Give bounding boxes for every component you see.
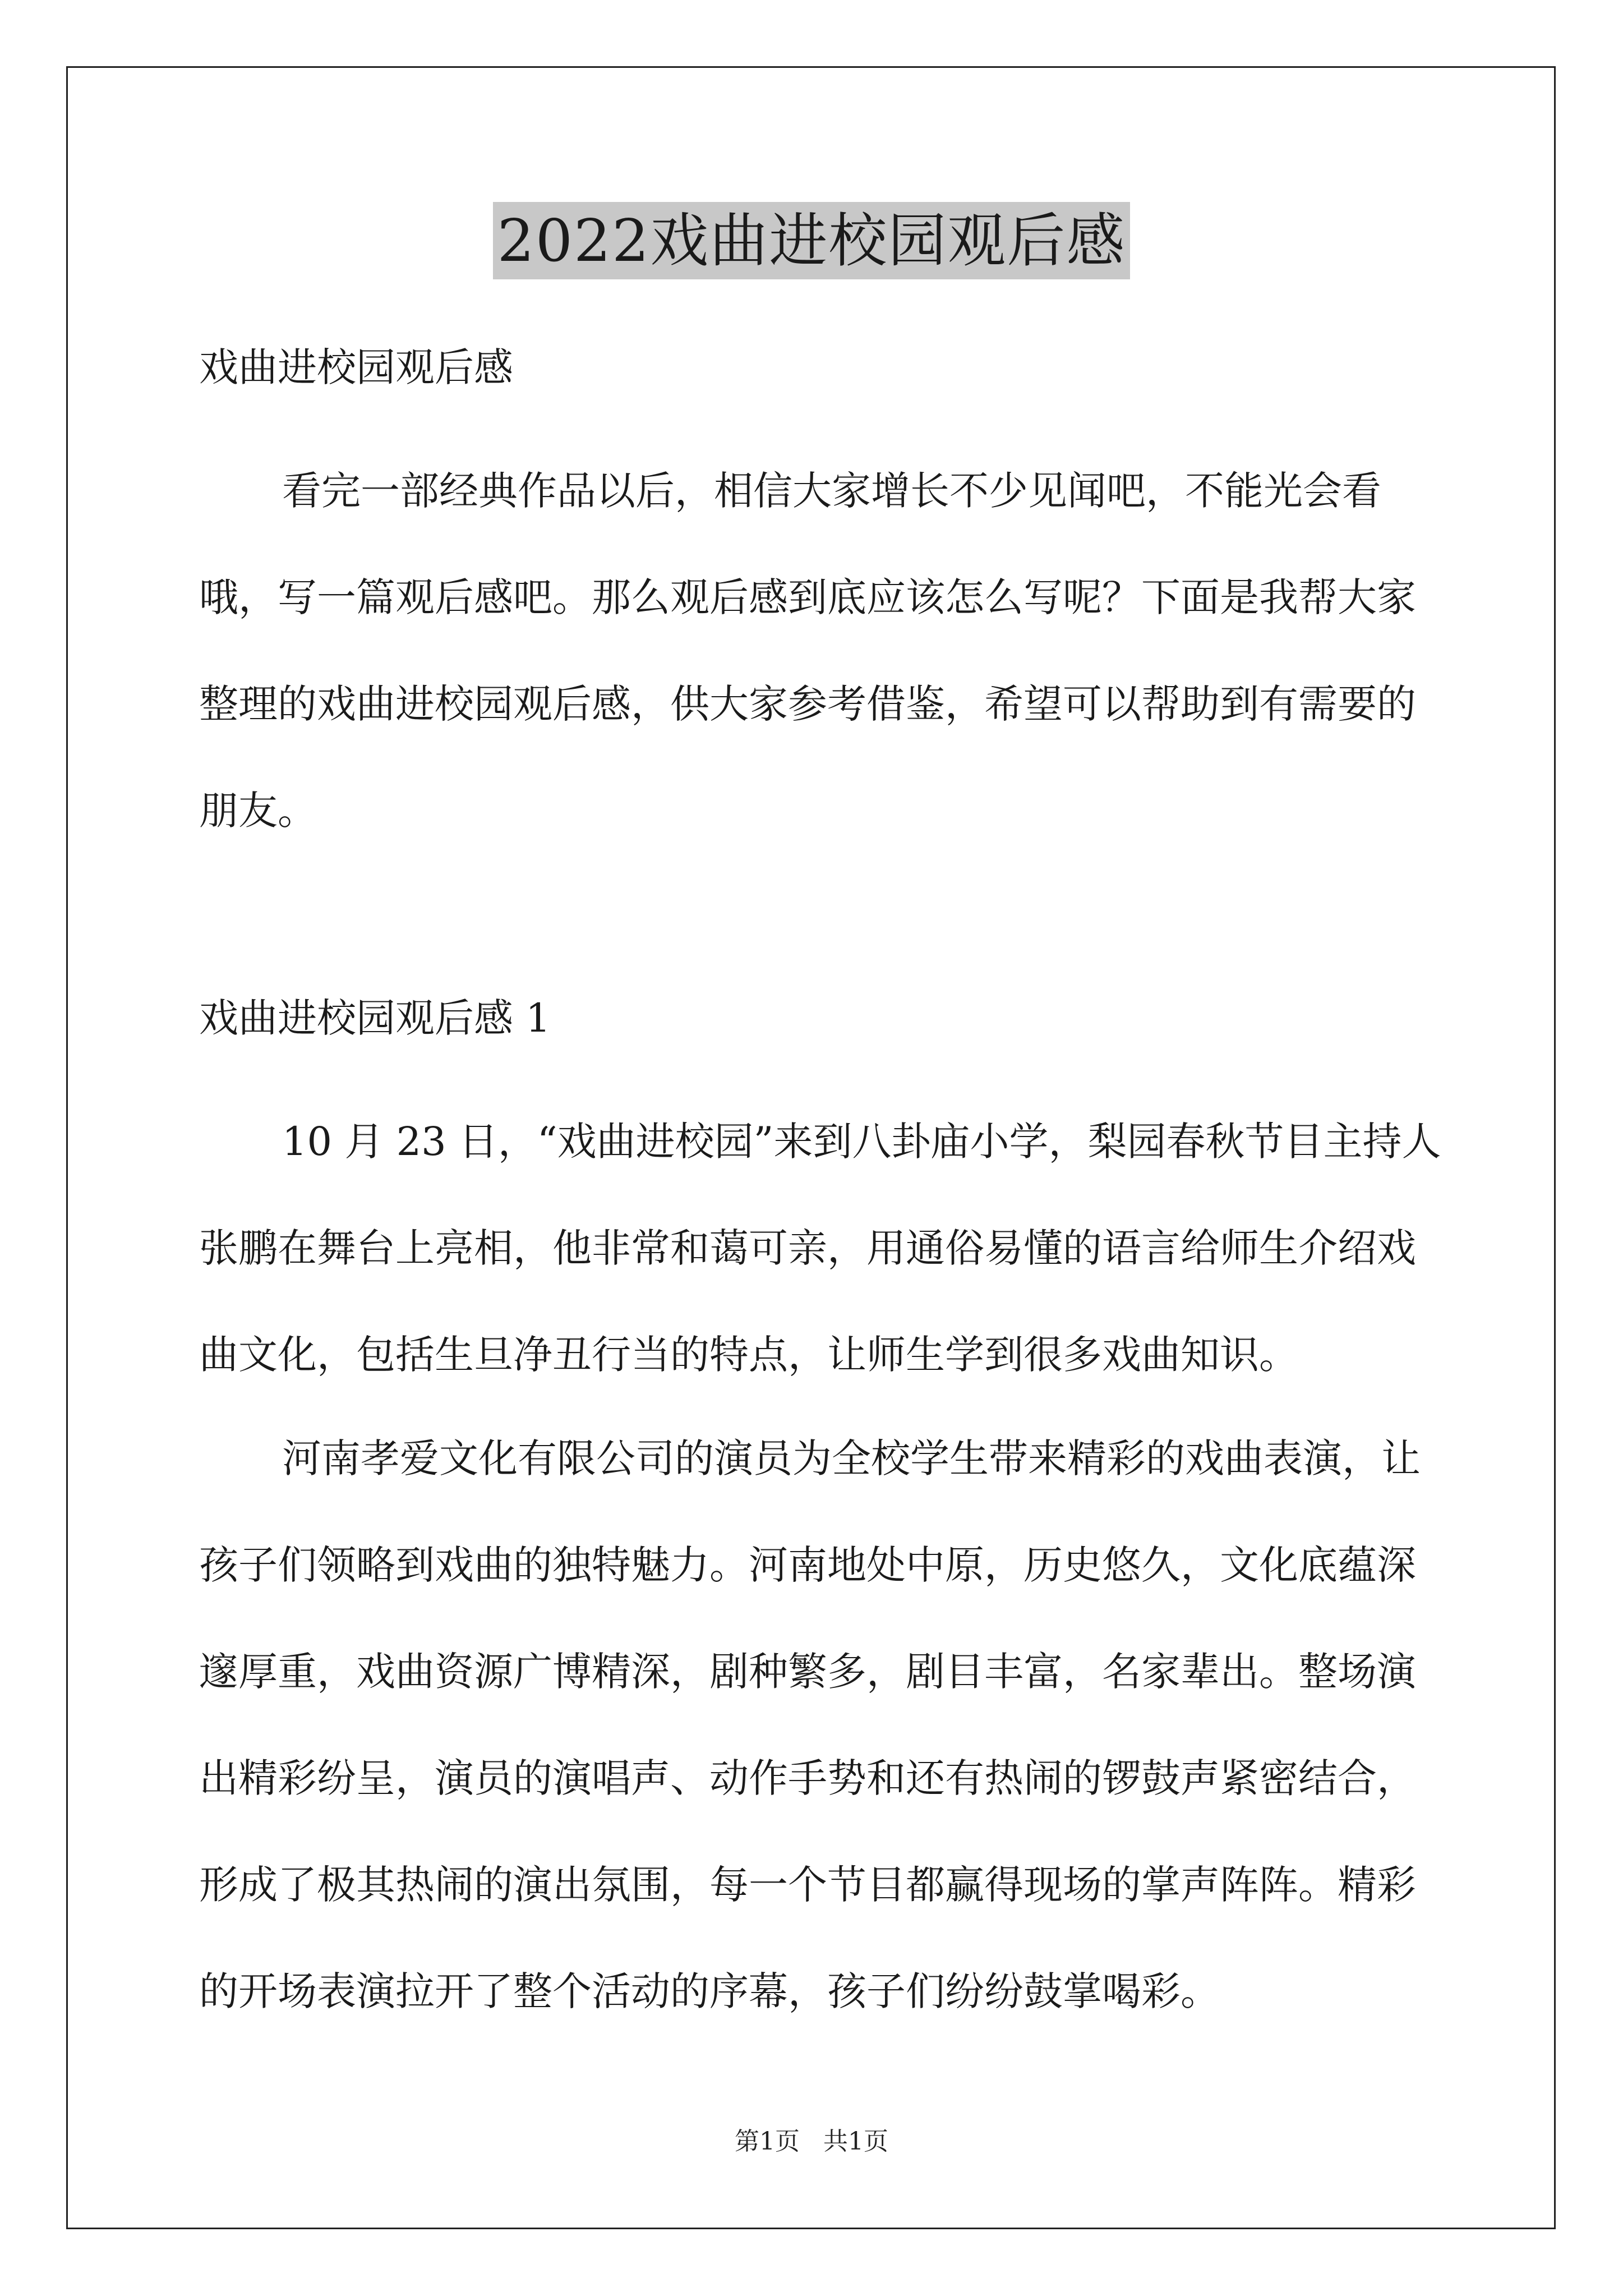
body-paragraph-1: 10 月 23 日，“戏曲进校园”来到八卦庙小学，梨园春秋节目主持人张鹏在舞台上亮相，他非常和蔼可亲，用通俗易懂的语言给师生介绍戏曲文化，包括生旦净丑行当的特点，让师生学到很多戏曲知识。 (199, 1119, 1441, 1378)
body-paragraph-2: 河南孝爱文化有限公司的演员为全校学生带来精彩的戏曲表演，让孩子们领略到戏曲的独特魅力。河南地处中原，历史悠久，文化底蕴深邃厚重，戏曲资源广博精深，剧种繁多，剧目丰富，名家辈出。整场演出精彩纷呈，演员的演唱声、动作手势和还有热闹的锣鼓声紧密结合，形成了极其热闹的演出氛围，每一个节目都赢得现场的掌声阵阵。精彩的开场表演拉开了整个活动的序幕，孩子们纷纷鼓掌喝彩。 (199, 1435, 1421, 2014)
page-total: 共1页 (823, 2127, 888, 2156)
page-number: 第1页 (735, 2127, 800, 2156)
document-title: 2022戏曲进校园观后感 (493, 202, 1131, 279)
intro-paragraph: 看完一部经典作品以后，相信大家增长不少见闻吧，不能光会看哦，写一篇观后感吧。那么观后感到底应该怎么写呢？下面是我帮大家整理的戏曲进校园观后感，供大家参考借鉴，希望可以帮助到有需要的朋友。 (199, 468, 1416, 834)
page-footer (0, 2125, 1623, 2159)
title-container (0, 202, 1623, 279)
subtitle: 戏曲进校园观后感 (199, 344, 513, 390)
section-heading: 戏曲进校园观后感 1 (199, 995, 551, 1041)
